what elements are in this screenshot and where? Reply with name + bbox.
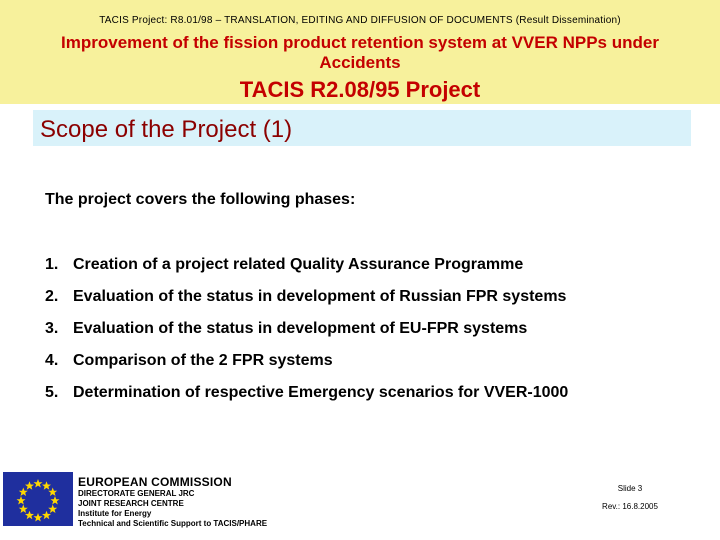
- phase-text: Determination of respective Emergency scenarios for VVER-1000: [73, 384, 569, 401]
- slide-info: [590, 480, 670, 516]
- org-name: EUROPEAN COMMISSION: [78, 475, 232, 489]
- phase-number: 3.: [45, 320, 59, 337]
- slide-number: Slide 3: [617, 484, 643, 493]
- phase-item: [45, 256, 523, 274]
- org-line: DIRECTORATE GENERAL JRC: [78, 489, 195, 498]
- revision-date: Rev.: 16.8.2005: [602, 502, 658, 511]
- header-project-line: TACIS Project: R8.01/98 – TRANSLATION, EDITING AND DIFFUSION OF DOCUMENTS (Result Dissemination): [99, 15, 621, 26]
- footer-organization: [78, 475, 267, 529]
- org-line: Technical and Scientific Support to TACIS/PHARE: [78, 519, 268, 528]
- phase-text: Evaluation of the status in development of EU-FPR systems: [73, 320, 528, 337]
- phase-text: Creation of a project related Quality Assurance Programme: [73, 256, 524, 273]
- intro-text: The project covers the following phases:: [45, 191, 356, 208]
- slide-title: Scope of the Project (1): [40, 116, 293, 143]
- document-title: Improvement of the fission product retention system at VVER NPPs under Accidents: [61, 33, 659, 72]
- phase-text: Evaluation of the status in development of Russian FPR systems: [73, 288, 567, 305]
- phase-number: 2.: [45, 288, 59, 305]
- phase-item: [45, 352, 333, 370]
- phase-item: [45, 384, 568, 402]
- phase-number: 1.: [45, 256, 59, 273]
- eu-flag-icon: [3, 472, 73, 526]
- org-line: Institute for Energy: [78, 509, 152, 518]
- phase-number: 4.: [45, 352, 59, 369]
- project-name: TACIS R2.08/95 Project: [239, 77, 481, 102]
- org-line: JOINT RESEARCH CENTRE: [78, 499, 184, 508]
- phase-item: [45, 288, 566, 306]
- phase-number: 5.: [45, 384, 59, 401]
- phase-text: Comparison of the 2 FPR systems: [73, 352, 333, 369]
- phase-item: [45, 320, 527, 338]
